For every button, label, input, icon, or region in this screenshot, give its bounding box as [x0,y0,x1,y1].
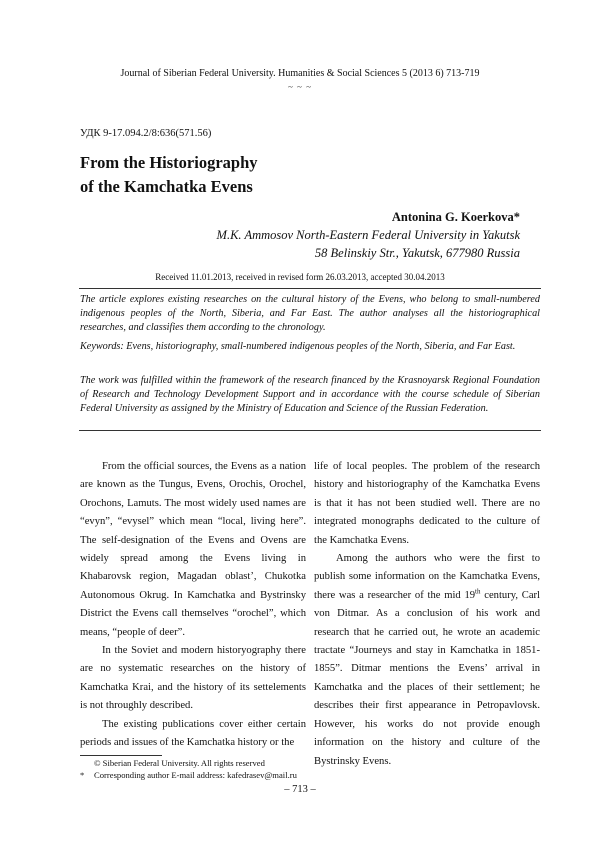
copyright-notice: © Siberian Federal University. All rights reserved [94,758,265,768]
superscript: th [475,587,481,596]
abstract-bottom-rule [79,430,541,431]
received-dates: Received 11.01.2013, received in revised form 26.03.2013, accepted 30.04.2013 [155,272,445,282]
article-title-line2: of the Kamchatka Evens [80,177,253,196]
author-name: Antonina G. Koerkova* [391,210,520,224]
body-column-left [80,458,306,753]
corresponding-email: Corresponding author E-mail address: kafedrasev@mail.ru [94,770,297,780]
body-paragraph: life of local peoples. The problem of the research history and historiography of the Kamchatka Evens is that it has not been studied well. There are no integrated monographs dedicated to the culture of the Kamchatka Evens. [314,461,540,546]
body-paragraph [314,550,540,771]
body-paragraph: From the official sources, the Evens as a nation are known as the Tungus, Evens, Orochis, Orochel, Orochons, Lamuts. The most widely used names are “evyn”, “evysel” which mean “local, living here”. The self-designation of the Evens and Ovens are widely spread among the Evens living in Khabarovsk region, Magadan oblast’, Chukotka Autonomous Okrug. In Kamchatka and Bystrinsky District the Evens call themselves “orochel”, which means, “people of deer”. [80,461,306,638]
body-column-right [314,458,540,771]
keywords: Keywords: Evens, historiography, small-numbered indigenous peoples of the North, Siberia, and Far East. [80,341,516,352]
header-ornament: ~ ~ ~ [287,82,313,92]
body-paragraph: In the Soviet and modern historyography there are no systematic researches on the history of Kamchatka Krai, and the history of its settelements is not throughly described. [80,645,306,712]
body-text: century, Carl von Ditmar. As a conclusion of his work and research that he carried out, he wrote an academic tractate “Journeys and stay in Kamchatka in 1851-1855”. Ditmar mentions the Evens’ arrival in Kamchatka and the places of their settlement; he describes their first appearance in Petropavlovsk. However, his works do not provide enough information on the history and culture of the Bystrinsky Evens. [314,589,540,767]
footnote-mark: * [80,770,85,780]
author-address: 58 Belinskiy Str., Yakutsk, 677980 Russia [314,246,520,260]
journal-header: Journal of Siberian Federal University. Humanities & Social Sciences 5 (2013 6) 713-719 [120,68,480,79]
udk-code: УДК 9-17.094.2/8:636(571.56) [80,128,212,139]
body-text: Among the authors who were the first to publish some information on the Kamchatka Evens, there was a researcher of the mid 19 [314,553,540,601]
funding-note: The work was fulfilled within the framework of the research financed by the Krasnoyarsk Regional Foundation of Research and Technology Development Support and in accordance with the course schedule of Siberian Federal University as assigned by the Ministry of Education and Science of the Russian Federation. [80,375,540,414]
abstract-top-rule [79,288,541,289]
article-title-line1: From the Historiography [80,153,258,172]
body-paragraph: The existing publications cover either certain periods and issues of the Kamchatka history or the [80,718,306,749]
author-affiliation: M.K. Ammosov North-Eastern Federal University in Yakutsk [216,228,520,242]
page-number: – 713 – [284,784,316,795]
footnote-rule [80,755,162,756]
corresponding-author [80,770,297,780]
abstract-text: The article explores existing researches on the cultural history of the Evens, who belong to small-numbered indigenous peoples of the North, Siberia, and Far East. The author analyses all the historiographical researches, and classifies them according to the chronology. [80,294,540,333]
